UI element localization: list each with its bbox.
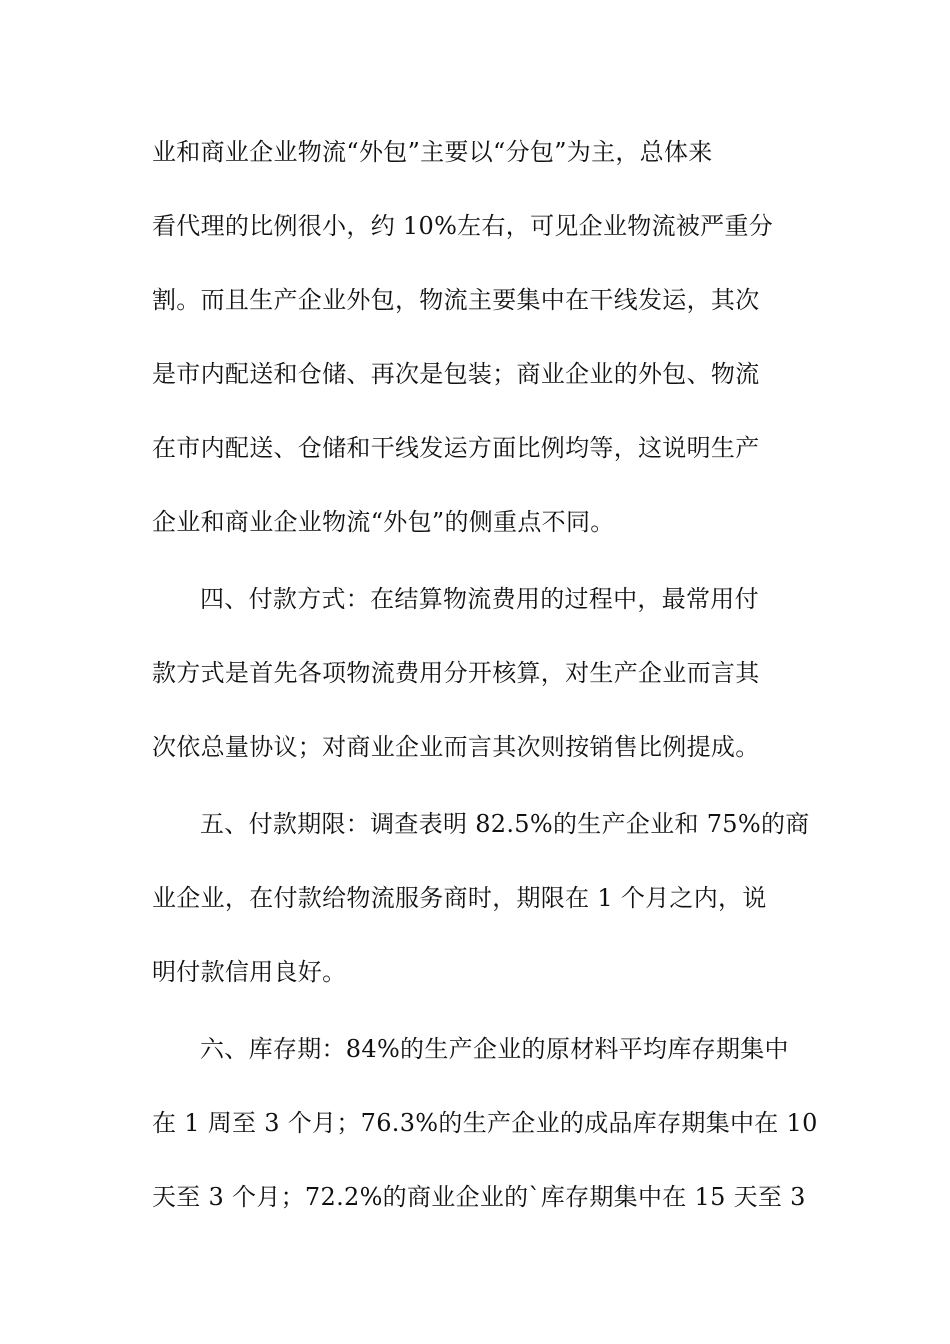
text-line: 在 1 周至 3 个月；76.3%的生产企业的成品库存期集中在 10 xyxy=(152,1109,818,1137)
text-line: 割。而且生产企业外包，物流主要集中在干线发运，其次 xyxy=(152,286,760,314)
text-line: 业企业，在付款给物流服务商时，期限在 1 个月之内，说 xyxy=(152,884,767,912)
paragraph-heading-inventory-period: 六、库存期：84%的生产企业的原材料平均库存期集中 xyxy=(200,1035,789,1063)
paragraph-heading-payment-method: 四、付款方式：在结算物流费用的过程中，最常用付 xyxy=(200,585,759,613)
paragraph-heading-payment-term: 五、付款期限：调查表明 82.5%的生产企业和 75%的商 xyxy=(200,810,810,838)
text-line: 在市内配送、仓储和干线发运方面比例均等，这说明生产 xyxy=(152,434,760,462)
text-line: 明付款信用良好。 xyxy=(152,958,347,986)
text-line: 款方式是首先各项物流费用分开核算，对生产企业而言其 xyxy=(152,659,760,687)
text-line: 业和商业企业物流“外包”主要以“分包”为主，总体来 xyxy=(152,138,713,166)
text-line: 企业和商业企业物流“外包”的侧重点不同。 xyxy=(152,508,615,536)
text-line: 天至 3 个月；72.2%的商业企业的`库存期集中在 15 天至 3 xyxy=(152,1183,806,1211)
text-line: 看代理的比例很小，约 10%左右，可见企业物流被严重分 xyxy=(152,212,774,240)
text-line: 是市内配送和仓储、再次是包装；商业企业的外包、物流 xyxy=(152,360,760,388)
text-line: 次依总量协议；对商业企业而言其次则按销售比例提成。 xyxy=(152,733,760,761)
